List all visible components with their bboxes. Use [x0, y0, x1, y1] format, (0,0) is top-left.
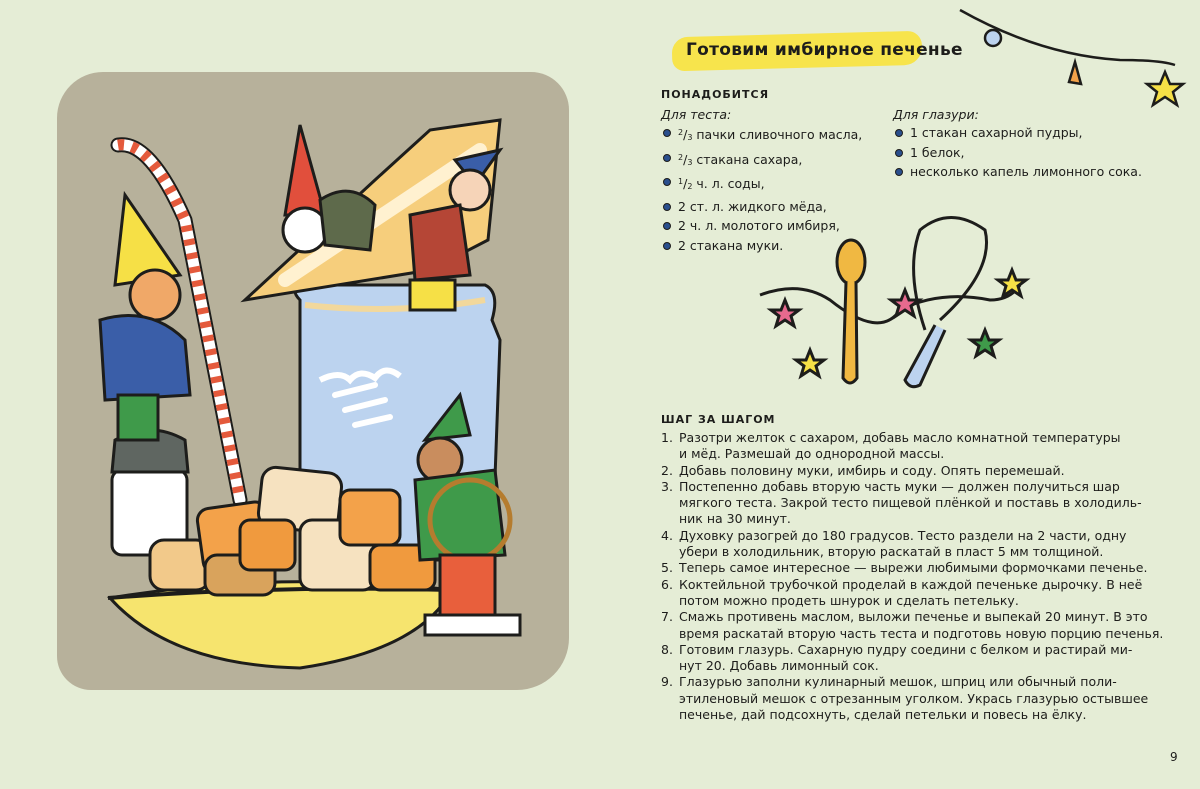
step-text-line: потом можно продеть шнурок и сделать петельку. — [679, 592, 1019, 608]
step-text-line: Теперь самое интересное — вырежи любимыми формочками печенье. — [679, 560, 1148, 576]
step-text-line: Постепенно добавь вторую часть муки — должен получиться шар — [679, 478, 1120, 494]
ingredient-item: $^1/_2$ ч. л. соды, — [663, 172, 862, 197]
ingredient-item — [663, 236, 862, 256]
step-text-line: ник на 30 минут. — [679, 511, 791, 527]
ingredient-item: $^2/_3$ пачки сливочного масла, — [663, 123, 862, 148]
glaze-ingredients-list — [895, 123, 1142, 182]
step-text-line: и мёд. Размешай до однородной массы. — [679, 446, 945, 462]
step-item — [661, 674, 1149, 723]
step-item — [661, 430, 1146, 463]
fraction-denominator: 3 — [687, 157, 693, 167]
ingredient-text: стакана сахара, — [692, 151, 803, 167]
bullet-icon — [895, 149, 903, 157]
bullet-icon — [895, 129, 903, 137]
steps-heading: ШАГ ЗА ШАГОМ — [661, 413, 776, 426]
fraction-numerator: 2 — [678, 128, 684, 137]
steps-list — [661, 430, 1164, 723]
step-text-line: убери в холодильник, вторую раскатай в пласт 5 мм толщиной. — [679, 544, 1104, 560]
bullet-icon — [663, 203, 671, 211]
ingredient-item — [895, 123, 1142, 143]
bullet-icon — [663, 242, 671, 250]
page-number: 9 — [1170, 750, 1178, 764]
bullet-icon — [663, 154, 671, 162]
step-text-line: Духовку разогрей до 180 градусов. Тесто раздели на 2 части, одну — [679, 527, 1127, 543]
step-text-line: мягкого теста. Закрой тесто пищевой плёнкой и поставь в холодиль- — [679, 495, 1142, 511]
step-number: 2. — [661, 462, 673, 478]
step-number: 5. — [661, 560, 673, 576]
gnome-left — [100, 195, 190, 440]
ingredient-text: 2 ст. л. жидкого мёда, — [678, 198, 827, 214]
step-text-line: Готовим глазурь. Сахарную пудру соедини с белком и растирай ми- — [679, 641, 1133, 657]
step-text-line: время раскатай вторую часть теста и подготовь новую порцию печенья. — [679, 625, 1164, 641]
step-item — [661, 560, 1146, 576]
salt-shaker-illustration — [112, 430, 188, 555]
ingredient-item: $^2/_3$ стакана сахара, — [663, 148, 862, 173]
gnome-top — [283, 125, 375, 252]
bullet-icon — [663, 222, 671, 230]
step-number: 3. — [661, 478, 673, 494]
step-item — [661, 609, 1164, 642]
ingredient-text: несколько капель лимонного сока. — [910, 164, 1142, 179]
bullet-icon — [663, 178, 671, 186]
ingredient-text: 1 белок, — [910, 144, 965, 160]
step-text-line: Глазурью заполни кулинарный мешок, шприц или обычный поли- — [679, 674, 1117, 690]
page-title: Готовим имбирное печенье — [686, 40, 963, 60]
ingredients-heading: ПОНАДОБИТСЯ — [661, 88, 770, 101]
ingredient-item — [663, 216, 862, 236]
step-item — [661, 577, 1146, 610]
bowl-illustration — [108, 582, 452, 668]
step-item — [661, 463, 1146, 479]
dough-ingredients-list — [663, 123, 862, 255]
ingredient-text: 1 стакан сахарной пудры, — [910, 125, 1083, 140]
garland-decoration — [960, 10, 1183, 105]
step-number: 4. — [661, 527, 673, 543]
fraction-denominator: 2 — [687, 182, 693, 191]
step-number: 6. — [661, 576, 673, 592]
fraction-numerator: 2 — [678, 152, 684, 162]
fraction-numerator: 1 — [678, 177, 684, 186]
ingredient-item — [895, 143, 1142, 163]
step-number: 1. — [661, 430, 673, 445]
step-text-line: Смажь противень маслом, выложи печенье и выпекай 20 минут. В это — [679, 609, 1148, 625]
glaze-label: Для глазури: — [893, 107, 979, 122]
bullet-icon — [895, 168, 903, 176]
step-text-line: нут 20. Добавь лимонный сок. — [679, 658, 879, 674]
step-text-line: печенье, дай подсохнуть, сделай петельки и повесь на ёлку. — [679, 707, 1087, 723]
ingredient-text: ч. л. соды, — [692, 176, 765, 191]
step-text-line: Добавь половину муки, имбирь и соду. Опять перемешай. — [679, 462, 1065, 478]
step-number: 8. — [661, 641, 673, 657]
step-item — [661, 479, 1146, 528]
step-item — [661, 528, 1146, 561]
fraction-denominator: 3 — [687, 133, 693, 142]
step-text-line: этиленовый мешок с отрезанным уголком. Укрась глазурью остывшее — [679, 690, 1149, 706]
step-number: 9. — [661, 674, 673, 690]
ingredient-text: 2 ч. л. молотого имбиря, — [678, 218, 840, 233]
step-item — [661, 642, 1146, 675]
ingredient-text: 2 стакана муки. — [678, 237, 784, 253]
step-text-line: Коктейльной трубочкой проделай в каждой печеньке дырочку. В неё — [679, 576, 1143, 592]
step-text-line: Разотри желток с сахаром, добавь масло комнатной температуры — [679, 430, 1121, 445]
ingredient-item — [663, 197, 862, 217]
dough-label: Для теста: — [661, 107, 732, 122]
step-number: 7. — [661, 609, 673, 625]
ingredient-text: пачки сливочного масла, — [692, 127, 863, 142]
bullet-icon — [663, 129, 671, 137]
ingredient-item — [895, 162, 1142, 182]
